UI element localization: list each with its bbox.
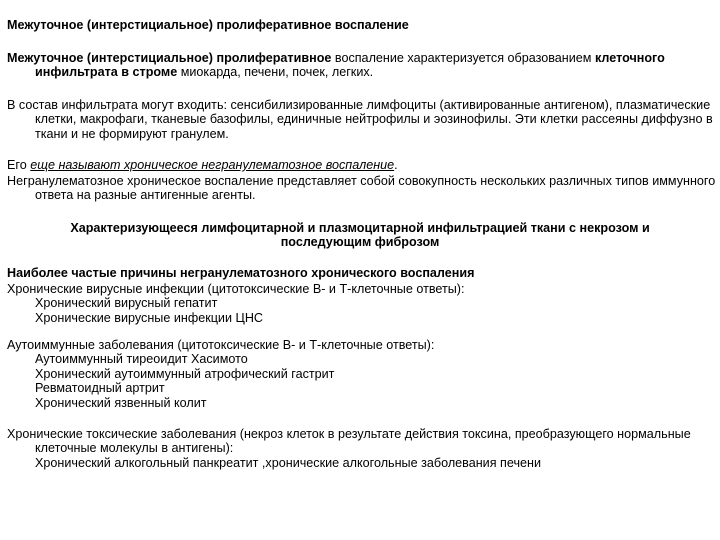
toxic-item: Хронический алкогольный панкреатит ,хронические алкогольные заболевания печени <box>35 455 541 470</box>
intro-text-1: воспаление характеризуется образованием <box>331 51 595 65</box>
infiltrate-paragraph: В состав инфильтрата могут входить: сенсибилизированные лимфоциты (активированные антигеном), плазматические клетки, макрофаги, тканевые базофилы, единичные нейтрофилы и эозинофилы. Эти клетки рассеяны диффузно в ткани и не формируют гранулем. <box>7 98 713 141</box>
viral-section <box>7 282 707 325</box>
viral-item: Хронические вирусные инфекции ЦНС <box>35 310 264 325</box>
autoimmune-item: Аутоиммунный тиреоидит Хасимото <box>35 352 248 367</box>
page-title: Межуточное (интерстициальное) пролиферативное воспаление <box>7 18 409 32</box>
also-called-paragraph <box>7 158 707 172</box>
definition-paragraph: Негранулематозное хроническое воспаление представляет собой совокупность нескольких различных типов иммунного ответа на разные антигенные агенты. <box>7 174 716 203</box>
intro-paragraph <box>7 51 720 80</box>
autoimmune-section <box>7 338 707 410</box>
characteristic-heading: Характеризующееся лимфоцитарной и плазмоцитарной инфильтрацией ткани с некрозом и последующим фиброзом <box>70 221 650 250</box>
causes-heading: Наиболее частые причины негранулематозного хронического воспаления <box>7 266 475 280</box>
autoimmune-item: Ревматоидный артрит <box>35 381 165 396</box>
intro-bold-mid: клеточного инфильтрата в строме <box>35 51 665 80</box>
autoimmune-item: Хронический аутоиммунный атрофический гастрит <box>35 366 335 381</box>
also-called-suffix: . <box>394 158 398 172</box>
toxic-section <box>7 427 707 470</box>
viral-heading: Хронические вирусные инфекции (цитотоксические В- и Т-клеточные ответы): <box>7 282 465 296</box>
also-called-emphasis: еще называют хроническое негранулематозное воспаление <box>30 158 395 172</box>
intro-bold-start: Межуточное (интерстициальное) пролиферативное <box>7 51 332 65</box>
autoimmune-heading: Аутоиммунные заболевания (цитотоксические В- и Т-клеточные ответы): <box>7 338 435 352</box>
toxic-heading: Хронические токсические заболевания (некроз клеток в результате действия токсина, преобразующего нормальные клеточные молекулы в антигены): <box>7 427 691 456</box>
also-called-prefix: Его <box>7 158 31 172</box>
viral-item: Хронический вирусный гепатит <box>35 296 218 311</box>
intro-text-2: миокарда, печени, почек, легких. <box>177 65 374 80</box>
autoimmune-item: Хронический язвенный колит <box>35 395 207 410</box>
